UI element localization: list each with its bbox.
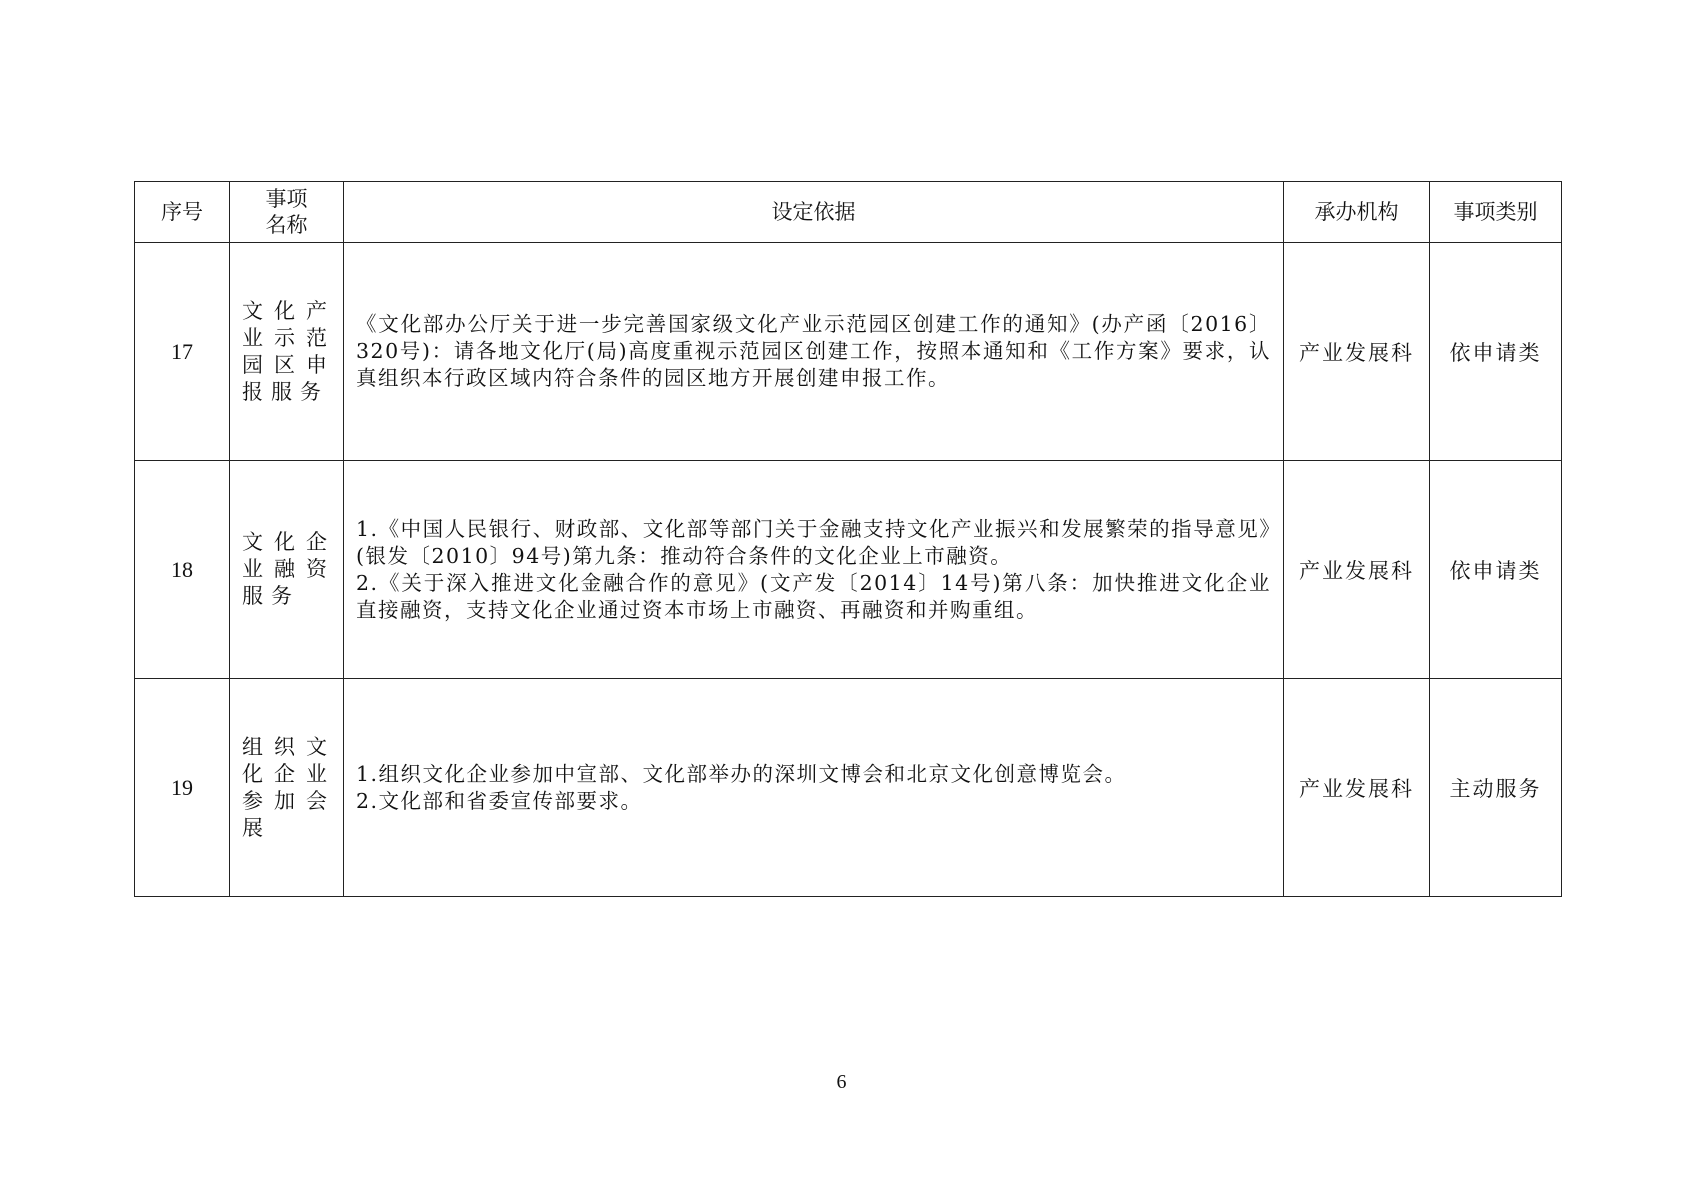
item-name-cell xyxy=(230,461,344,679)
basis-cell xyxy=(344,243,1284,461)
item-name: 文化产业示范园区申报服务 xyxy=(242,298,335,404)
item-type: 主动服务 xyxy=(1430,679,1562,897)
basis-text: 2.《关于深入推进文化金融合作的意见》(文产发〔2014〕14号)第八条：加快推进文化企业直接融资，支持文化企业通过资本市场上市融资、再融资和并购重组。 xyxy=(356,570,1271,622)
header-name xyxy=(230,182,344,243)
table-row xyxy=(135,461,1562,679)
table-row xyxy=(135,679,1562,897)
row-number: 19 xyxy=(135,679,230,897)
header-org: 承办机构 xyxy=(1284,182,1430,243)
item-type: 依申请类 xyxy=(1430,243,1562,461)
table-row xyxy=(135,243,1562,461)
item-name: 文化企业融资服务 xyxy=(242,530,335,608)
header-type: 事项类别 xyxy=(1430,182,1562,243)
header-basis: 设定依据 xyxy=(344,182,1284,243)
basis-text: 1.《中国人民银行、财政部、文化部等部门关于金融支持文化产业振兴和发展繁荣的指导意见》(银发〔2010〕94号)第九条：推动符合条件的文化企业上市融资。 xyxy=(356,516,1271,568)
basis-text: 2.文化部和省委宣传部要求。 xyxy=(356,788,643,813)
header-no: 序号 xyxy=(135,182,230,243)
table-header-row xyxy=(135,182,1562,243)
item-name-cell xyxy=(230,243,344,461)
basis-text: 《文化部办公厅关于进一步完善国家级文化产业示范园区创建工作的通知》(办产函〔2016〕320号)：请各地文化厅(局)高度重视示范园区创建工作，按照本通知和《工作方案》要求，认真组织本行政区域内符合条件的园区地方开展创建申报工作。 xyxy=(356,312,1271,390)
service-items-table xyxy=(134,181,1562,897)
item-name-cell xyxy=(230,679,344,897)
header-name-line1: 事项 xyxy=(265,187,308,211)
basis-cell xyxy=(344,679,1284,897)
basis-text: 1.组织文化企业参加中宣部、文化部举办的深圳文博会和北京文化创意博览会。 xyxy=(356,761,1127,786)
header-name-line2: 名称 xyxy=(265,213,308,237)
row-number: 18 xyxy=(135,461,230,679)
row-number: 17 xyxy=(135,243,230,461)
item-name: 组织文化企业参加会展 xyxy=(242,734,335,840)
organization: 产业发展科 xyxy=(1284,461,1430,679)
page-number: 6 xyxy=(836,1071,847,1093)
organization: 产业发展科 xyxy=(1284,243,1430,461)
organization: 产业发展科 xyxy=(1284,679,1430,897)
item-type: 依申请类 xyxy=(1430,461,1562,679)
basis-cell xyxy=(344,461,1284,679)
